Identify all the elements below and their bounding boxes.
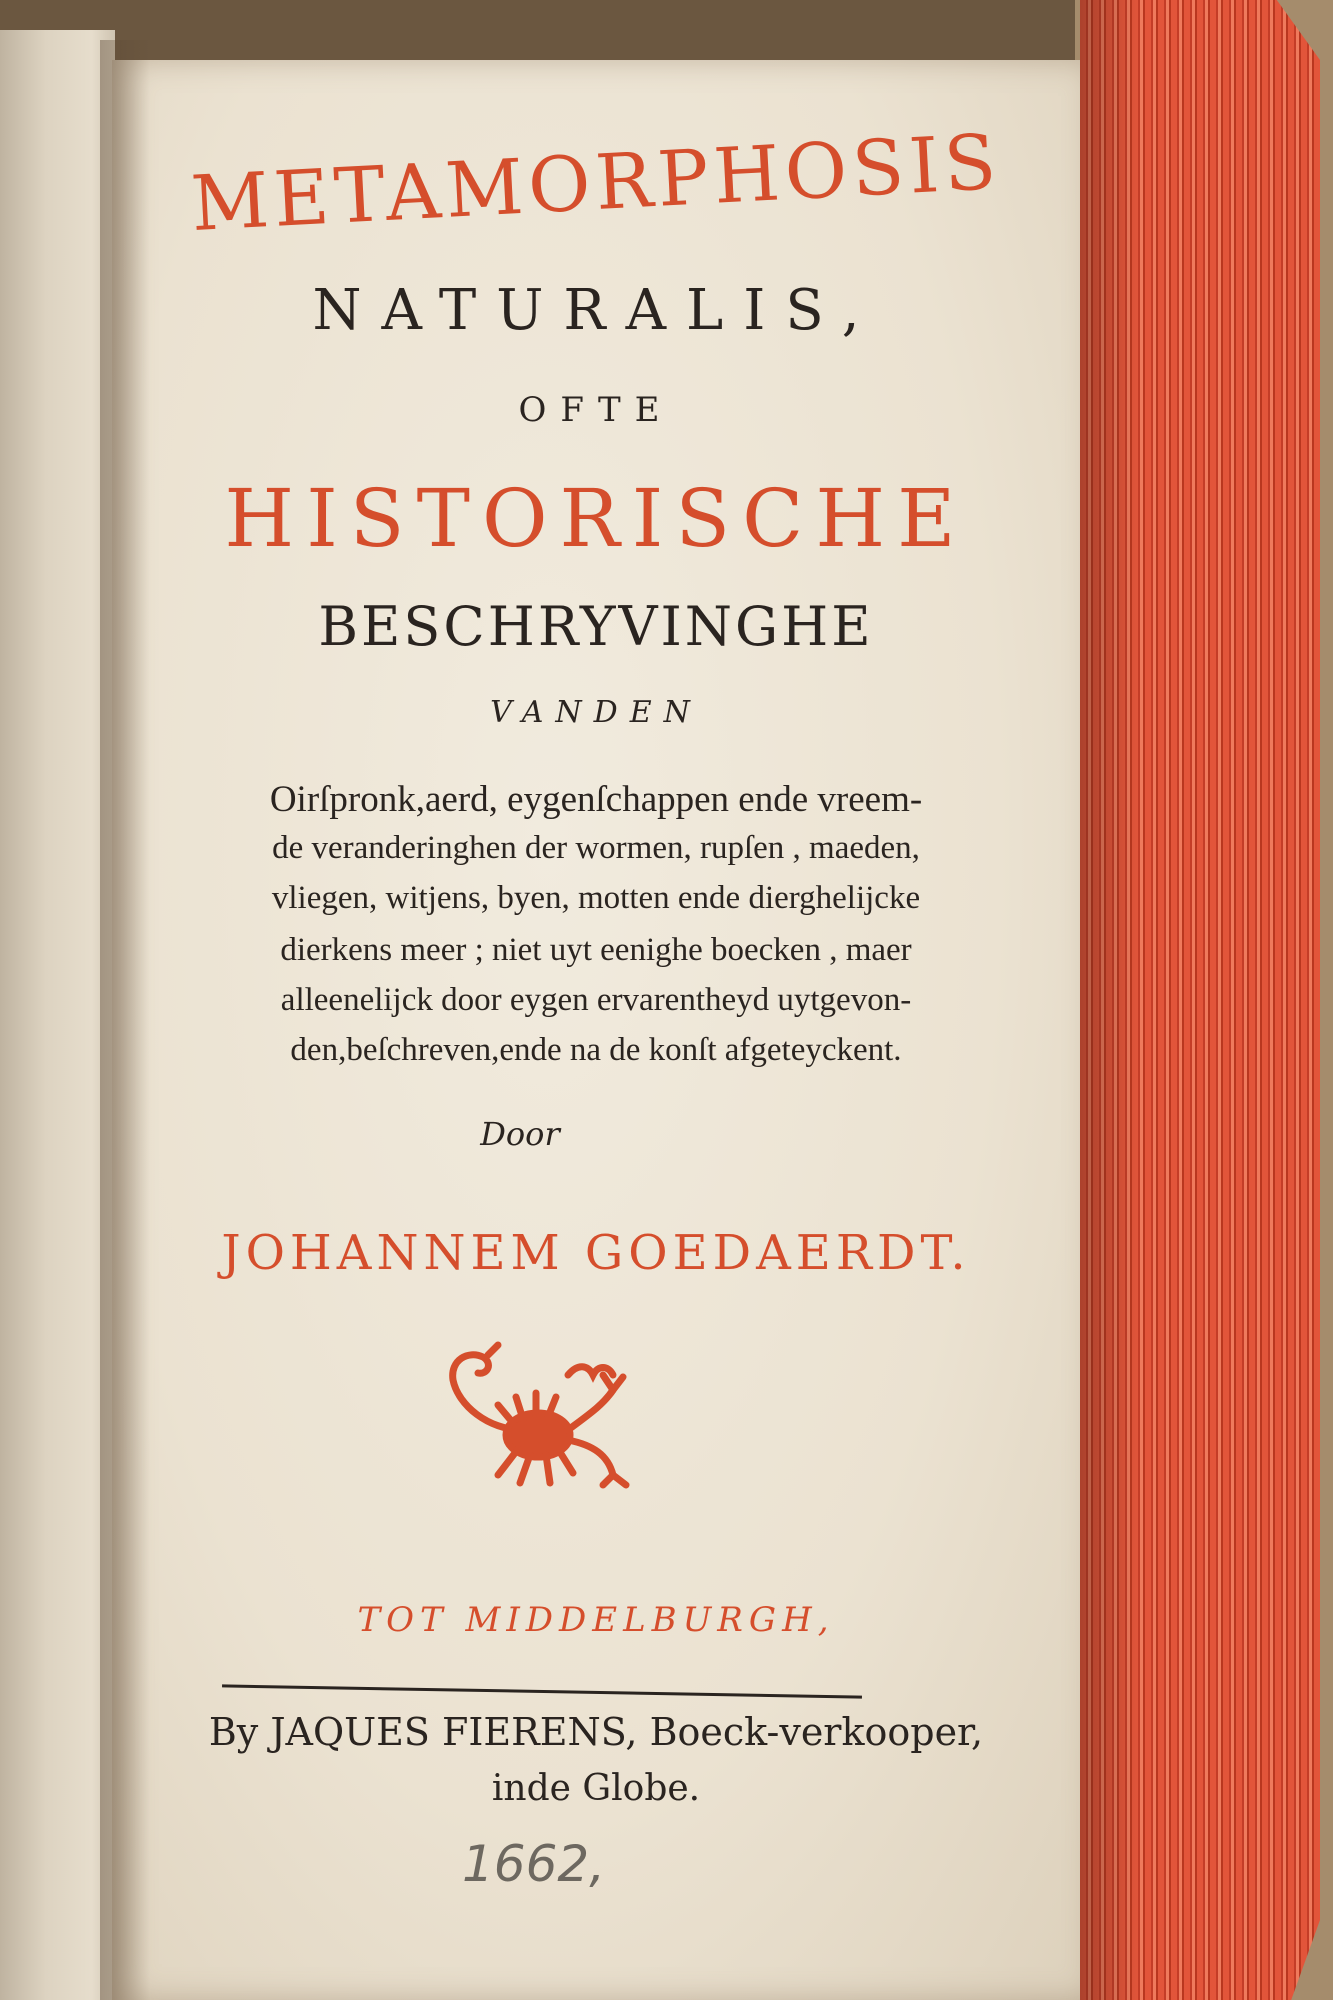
body-line: den,beſchreven,ende na de konſt afgeteyckent.	[290, 1032, 902, 1068]
handwritten-date: 1662,	[462, 1835, 606, 1893]
body-line: dierkens meer ; niet uyt eenighe boecken , maer	[280, 932, 912, 968]
title-page	[112, 60, 1080, 2000]
title-line-6: VANDEN	[490, 695, 702, 730]
author-name: JOHANNEM GOEDAERDT.	[221, 1225, 971, 1281]
left-page	[0, 30, 115, 2000]
body-line: alleenelijck door eygen ervarentheyd uytgevon-	[280, 982, 912, 1018]
by-label: Door	[480, 1115, 560, 1153]
title-line-2: NATURALIS,	[312, 278, 880, 343]
scorpion-icon	[428, 1335, 638, 1505]
page-edge-shadow	[1080, 0, 1140, 2000]
body-line: Oirſpronk,aerd, eygenſchappen ende vreem-	[269, 779, 923, 820]
printer-location: inde Globe.	[491, 1768, 701, 1809]
title-line-5: BESCHRYVINGHE	[318, 595, 874, 658]
title-line-4: HISTORISCHE	[224, 472, 968, 565]
body-line: vliegen, witjens, byen, motten ende dierghelijcke	[271, 880, 921, 916]
place-of-publication: TOT MIDDELBURGH,	[357, 1600, 835, 1640]
title-line-1: METAMORPHOSIS	[188, 116, 1004, 249]
title-line-3: OFTE	[518, 390, 674, 430]
body-line: de veranderinghen der wormen, rupſen , maeden,	[272, 830, 920, 866]
printer-line: By JAQUES FIERENS, Boeck-verkooper,	[208, 1710, 984, 1754]
